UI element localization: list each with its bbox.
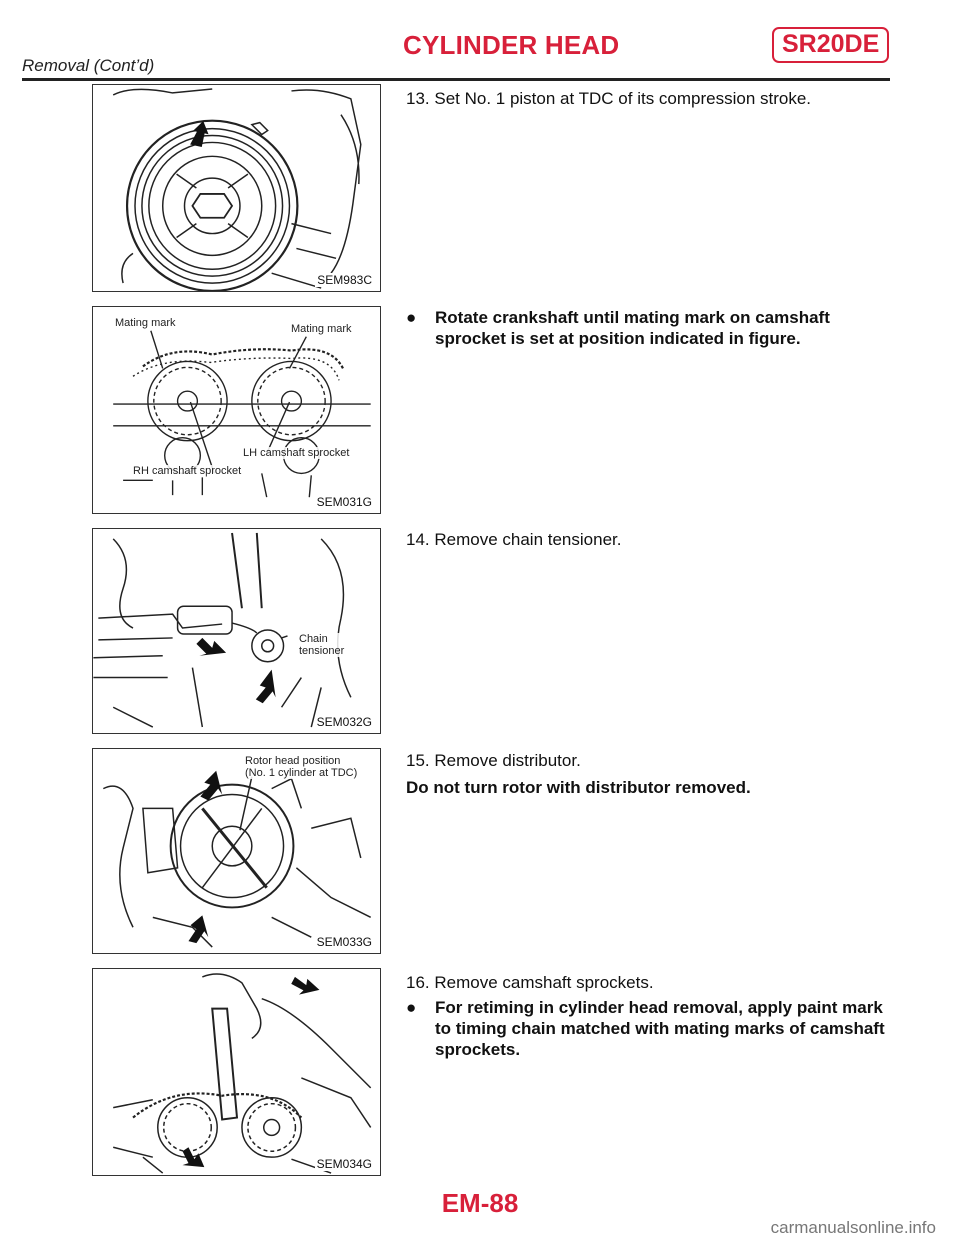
step-13-bullet-text: Rotate crankshaft until mating mark on camshaft sprocket is set at position indicated in figure. (435, 308, 830, 348)
step-14: 14. Remove chain tensioner. (406, 530, 622, 549)
step-16: 16. Remove camshaft sprockets. (406, 973, 654, 992)
header-divider (22, 78, 890, 81)
callout-rotor-head-position: Rotor head position (No. 1 cylinder at TDC) (245, 755, 358, 779)
callout-mating-mark-left: Mating mark (115, 317, 176, 329)
callout-rh-camshaft-sprocket: RH camshaft sprocket (133, 465, 242, 477)
bullet-icon: ● (406, 998, 417, 1017)
figure-code: SEM033G (316, 935, 372, 949)
step-15: 15. Remove distributor. (406, 751, 581, 770)
bullet-icon: ● (406, 308, 417, 327)
figure-camshaft-sprocket-removal (92, 968, 381, 1176)
figure-distributor (92, 748, 381, 954)
callout-chain-tensioner: Chain tensioner (299, 633, 345, 657)
model-code-badge: SR20DE (772, 27, 889, 63)
figure-crankshaft-pulley (92, 84, 381, 292)
distributor-illustration (93, 749, 380, 953)
crankshaft-pulley-illustration (93, 85, 380, 291)
callout-lh-camshaft-sprocket: LH camshaft sprocket (243, 447, 350, 459)
figure-code: SEM032G (316, 715, 372, 729)
step-16-bullet-text: For retiming in cylinder head removal, apply paint mark to timing chain matched with mating marks of camshaft sprockets. (435, 998, 885, 1059)
chain-tensioner-illustration (93, 529, 380, 733)
site-watermark: carmanualsonline.info (770, 1218, 936, 1237)
figure-code: SEM031G (316, 495, 372, 509)
section-title: CYLINDER HEAD (403, 30, 620, 60)
step-15-note: Do not turn rotor with distributor removed. (406, 778, 751, 797)
step-16-bullet (406, 997, 890, 1060)
section-subtitle: Removal (Cont’d) (22, 56, 155, 75)
figure-chain-tensioner (92, 528, 381, 734)
step-13-bullet (406, 307, 890, 349)
callout-mating-mark-right: Mating mark (291, 323, 352, 335)
figure-code: SEM034G (316, 1157, 372, 1171)
figure-camshaft-sprockets (92, 306, 381, 514)
step-13: 13. Set No. 1 piston at TDC of its compression stroke. (406, 89, 812, 108)
camshaft-sprockets-illustration (93, 307, 380, 513)
figure-code: SEM983C (317, 273, 372, 287)
camshaft-sprocket-removal-illustration (93, 969, 380, 1175)
page-number: EM-88 (441, 1188, 519, 1218)
